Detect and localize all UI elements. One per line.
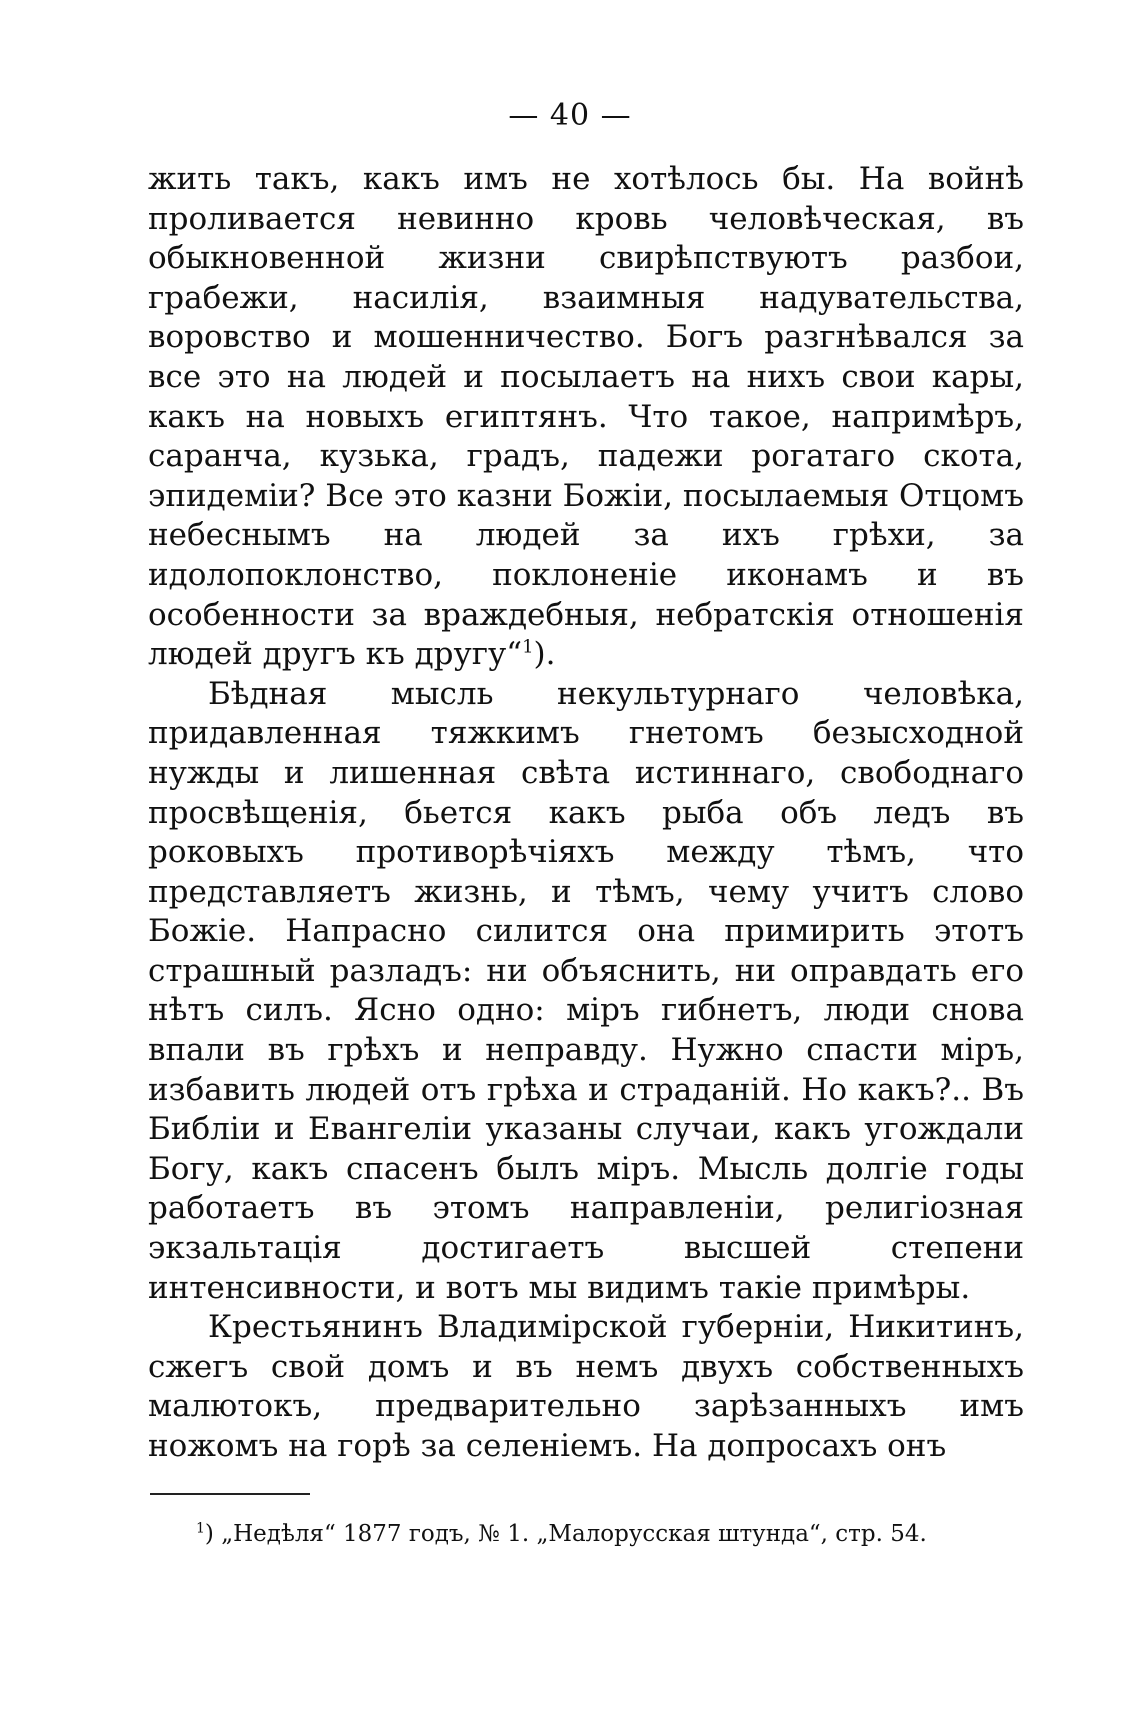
paragraph-1-text: жить такъ, какъ имъ не хотѣлось бы. На войнѣ проливается невинно кровь человѣческая, въ обыкновенной жизни свирѣпствуютъ разбои, грабежи, насилія, взаимныя надувательства, воровство и мошенничество. Богъ разгнѣвался за все это на людей и посылаетъ на нихъ свои кары, какъ на новыхъ египтянъ. Что такое, напримѣръ, саранча, кузька, градъ, падежи рогатаго скота, эпидеміи? Все это казни Божіи, посылаемыя Отцомъ небеснымъ на людей за ихъ грѣхи, за идолопоклонство, поклоненіе иконамъ и въ особенности за враждебныя, небратскія отношенія людей другъ къ другу“ (148, 161, 1024, 673)
footnote-mark: 1 (196, 1520, 205, 1537)
paragraph-2: Бѣдная мысль некультурнаго человѣка, придавленная тяжкимъ гнетомъ безысходной нужды и лишенная свѣта истиннаго, свободнаго просвѣщенія, бьется какъ рыба объ ледъ въ роковыхъ противорѣчіяхъ между тѣмъ, что представляетъ жизнь, и тѣмъ, чему учитъ слово Божіе. Напрасно силится она примирить этотъ страшный разладъ: ни объяснить, ни оправдать его нѣтъ силъ. Ясно одно: міръ гибнетъ, люди снова впали въ грѣхъ и неправду. Нужно спасти міръ, избавить людей отъ грѣха и страданій. Но какъ?.. Въ Библіи и Евангеліи указаны случаи, какъ угождали Богу, какъ спасенъ былъ міръ. Мысль долгіе годы работаетъ въ этомъ направленіи, религіозная экзальтація достигаетъ высшей степени интенсивности, и вотъ мы видимъ такіе примѣры. (148, 675, 1024, 1306)
paragraph-3: Крестьянинъ Владимірской губерніи, Никитинъ, сжегъ свой домъ и въ немъ двухъ собственныхъ малютокъ, предварительно зарѣзанныхъ имъ ножомъ на горѣ за селеніемъ. На допросахъ онъ (148, 1309, 1024, 1464)
footnote-text: ) „Недѣля“ 1877 годъ, № 1. „Малорусская штунда“, стр. 54. (204, 1521, 927, 1547)
page-number: — 40 — (508, 98, 632, 133)
body-text (148, 160, 1024, 1467)
footnote-divider (150, 1493, 310, 1495)
paragraph-1-text-end: ). (533, 636, 556, 673)
paragraph-1 (148, 160, 1024, 675)
footnote-reference[interactable]: 1 (522, 636, 534, 658)
footnote (196, 1518, 1036, 1550)
